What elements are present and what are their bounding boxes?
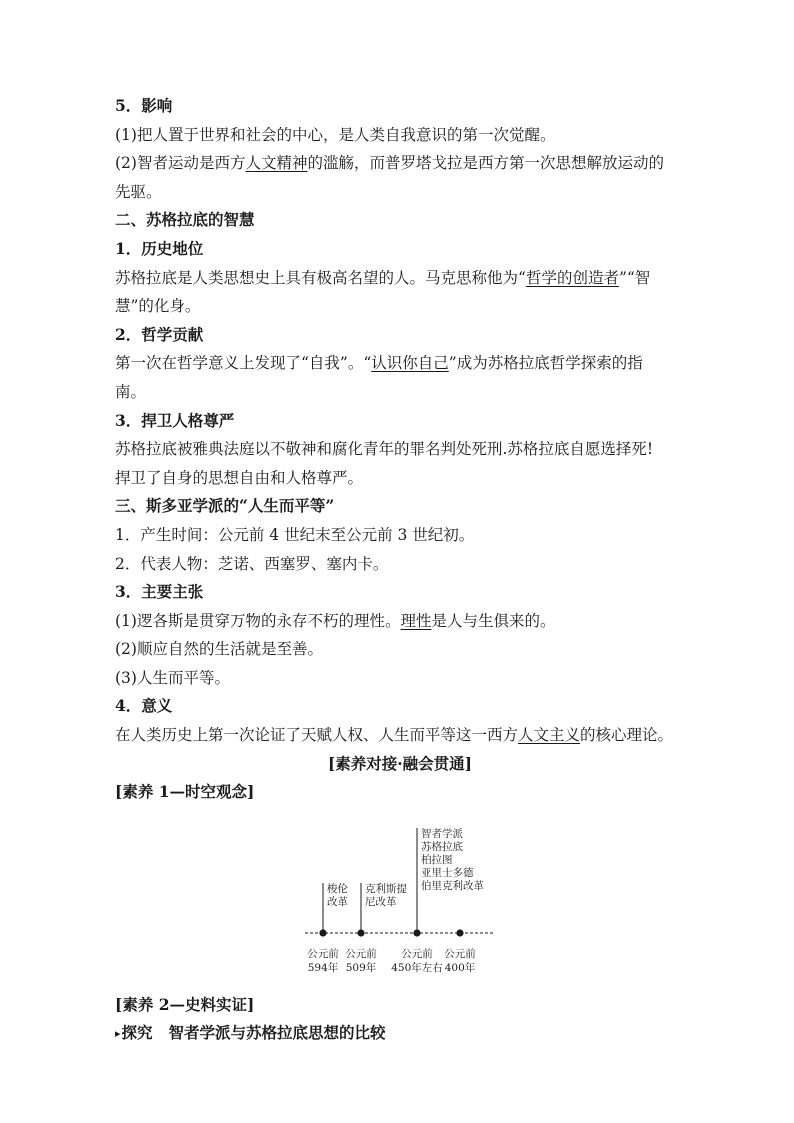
connect-title: [素养对接·融会贯通] (327, 753, 473, 773)
part2-heading: 二、苏格拉底的智慧 (115, 210, 255, 230)
explore-label: 探究 (121, 1023, 153, 1043)
timeline-date-label: 公元前 (401, 947, 433, 960)
timeline-event-label: 柏拉图 (421, 853, 453, 866)
text-span: ”成为苏格拉底哲学探索的指 (448, 354, 643, 373)
part3-item1 (115, 607, 685, 636)
underlined-term: 人文精神 (245, 154, 308, 173)
timeline-event-label: 改革 (327, 895, 348, 908)
document-page (115, 92, 685, 1049)
explore-title: 智者学派与苏格拉底思想的比较 (168, 1023, 386, 1043)
literacy2-label: [素养 2—史料实证] (115, 994, 255, 1014)
timeline-date-label: 450年左右 (391, 961, 443, 974)
text-span: 苏格拉底是人类思想史上具有极高名望的人。马克思称他为“ (115, 268, 526, 287)
part3-h2: 2．代表人物：芝诺、西塞罗、塞内卡。 (115, 554, 389, 573)
timeline-event-label: 尼改革 (365, 895, 397, 908)
part2-h1: 1．历史地位 (115, 238, 204, 258)
part2-p2-cont: 南。 (115, 382, 147, 401)
part2-p3-line2: 捍卫了自身的思想自由和人格尊严。 (115, 468, 364, 487)
text-span: 第一次在哲学意义上发现了“自我”。“ (115, 354, 372, 373)
part3-item2: (2)顺应自然的生活就是至善。 (115, 640, 323, 659)
triangle-marker-icon: ▸ (115, 1027, 121, 1041)
timeline-date-label: 509年 (345, 961, 377, 974)
timeline-date-label: 400年 (444, 961, 476, 974)
part3-p4 (115, 721, 685, 750)
section5-item1: (1)把人置于世界和社会的中心，是人类自我意识的第一次觉醒。 (115, 125, 556, 144)
part2-p2 (115, 349, 685, 378)
timeline-date-label: 594年 (307, 961, 339, 974)
text-span: (2)智者运动是西方 (115, 154, 246, 173)
underlined-term: 人文主义 (518, 726, 581, 745)
timeline-event-label: 智者学派 (421, 827, 463, 840)
part2-p3-line1: 苏格拉底被雅典法庭以不敬神和腐化青年的罪名判处死刑.苏格拉底自愿选择死! (115, 440, 654, 459)
text-span: 是人与生俱来的。 (431, 611, 556, 630)
text-span: (1)逻各斯是贯穿万物的永存不朽的理性。 (115, 611, 401, 630)
part2-h2: 2．哲学贡献 (115, 324, 204, 344)
text-span: ”“智 (618, 268, 651, 287)
timeline-event-label: 伯里克利改革 (421, 879, 484, 892)
timeline-svg (115, 813, 685, 985)
part3-heading: 三、斯多亚学派的“人生而平等” (115, 496, 335, 516)
underlined-term: 认识你自己 (371, 354, 449, 373)
part3-h4: 4．意义 (115, 696, 173, 716)
timeline-date-label: 公元前 (307, 947, 339, 960)
timeline-event-dot (456, 929, 463, 936)
literacy1-label: [素养 1—时空观念] (115, 782, 255, 802)
timeline-event-label: 苏格拉底 (421, 840, 463, 853)
timeline-event-label: 梭伦 (327, 882, 348, 895)
timeline-date-label: 公元前 (345, 947, 377, 960)
section5-heading: 5．影响 (115, 96, 173, 115)
text-span: 在人类历史上第一次论证了天赋人权、人生而平等这一西方 (115, 726, 519, 745)
timeline-date-label: 公元前 (444, 947, 476, 960)
part3-h1: 1．产生时间：公元前 4 世纪末至公元前 3 世纪初。 (115, 525, 475, 544)
underlined-term: 哲学的创造者 (525, 268, 619, 287)
section5-item2-cont: 先驱。 (115, 182, 162, 201)
explore-heading (115, 1019, 685, 1049)
underlined-term: 理性 (400, 611, 432, 630)
timeline-event-label: 亚里士多德 (421, 866, 474, 879)
timeline-diagram (115, 813, 685, 985)
part2-p1-cont: 慧”的化身。 (115, 297, 201, 316)
timeline-event-label: 克利斯提 (365, 882, 407, 895)
text-span: 的滥觞，而普罗塔戈拉是西方第一次思想解放运动的 (307, 154, 664, 173)
part2-h3: 3．捍卫人格尊严 (115, 410, 235, 430)
part2-p1 (115, 264, 685, 293)
section5-item2 (115, 149, 685, 178)
text-span: 的核心理论。 (580, 726, 674, 745)
part3-h3: 3．主要主张 (115, 582, 204, 602)
part3-item3: (3)人生而平等。 (115, 668, 230, 687)
